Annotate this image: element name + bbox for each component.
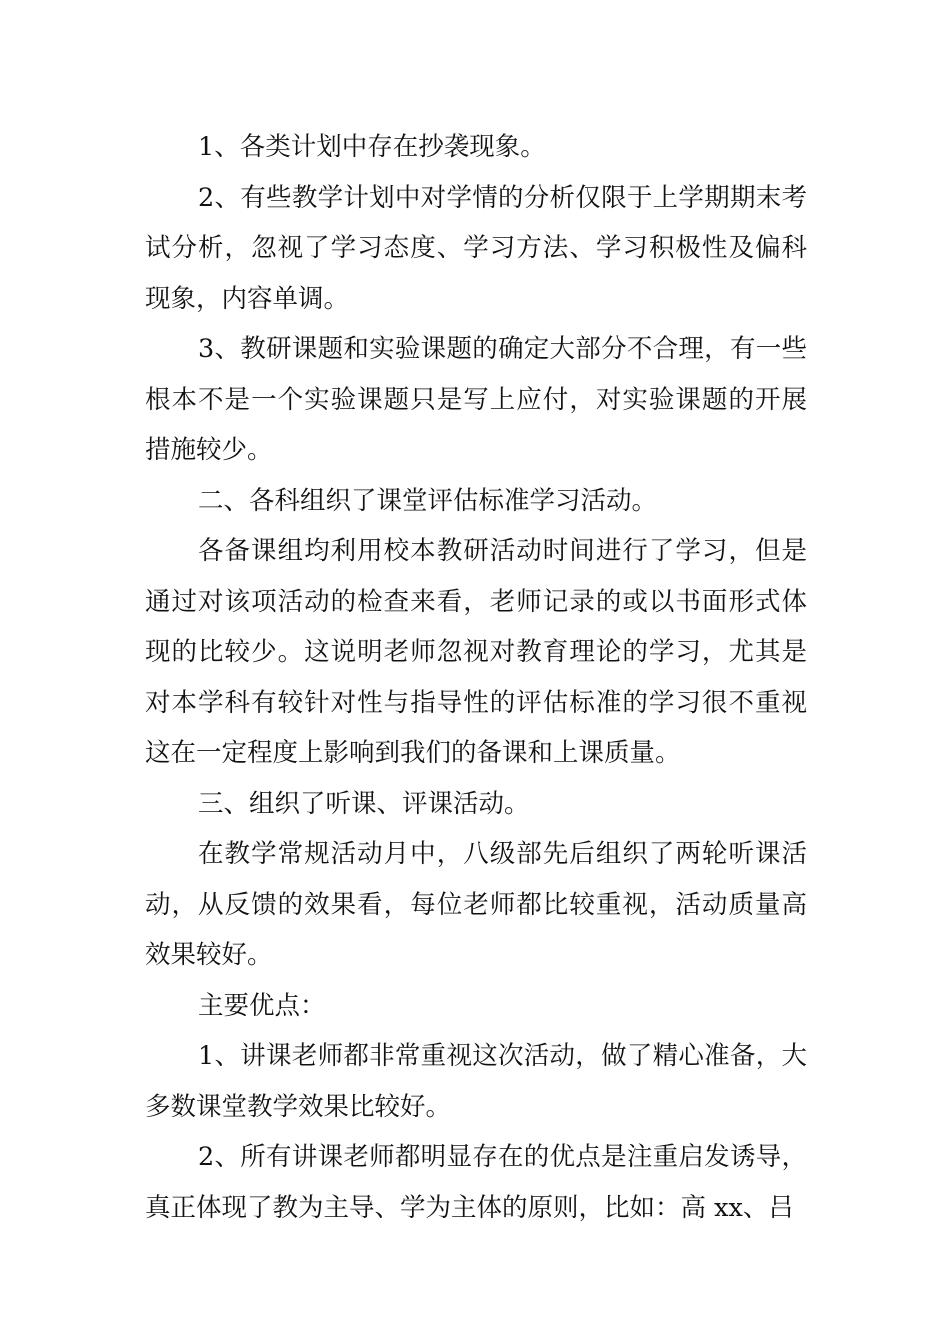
subheading-main-strengths: 主要优点： — [198, 990, 326, 1021]
paragraph-strength-preparation: 1、讲课老师都非常重视这次活动，做了精心准备，大多数课堂教学效果比较好。 — [145, 1041, 807, 1122]
paragraph-observation-activity: 在教学常规活动月中，八级部先后组织了两轮听课活动，从反馈的效果看，每位老师都比较重视，活动质量高效果较好。 — [145, 839, 807, 970]
paragraph-plagiarism-issue: 1、各类计划中存在抄袭现象。 — [198, 132, 546, 162]
section-heading-evaluation-standards: 二、各科组织了课堂评估标准学习活动。 — [198, 485, 658, 516]
paragraph-research-topic-issue: 3、教研课题和实验课题的确定大部分不合理，有一些根本不是一个实验课题只是写上应付，对实验课题的开展措施较少。 — [145, 334, 807, 465]
section-heading-lesson-observation: 三、组织了听课、评课活动。 — [198, 788, 530, 819]
paragraph-strength-guidance: 2、所有讲课老师都明显存在的优点是注重启发诱导，真正体现了教为主导、学为主体的原则，比如：高 xx、吕 — [145, 1142, 807, 1223]
paragraph-evaluation-study: 各备课组均利用校本教研活动时间进行了学习，但是通过对该项活动的检查来看，老师记录的或以书面形式体现的比较少。这说明老师忽视对教育理论的学习，尤其是对本学科有较针对性与指导性的评估标准的学习很不重视这在一定程度上影响到我们的备课和上课质量。 — [145, 536, 807, 768]
paragraph-learning-analysis-issue: 2、有些教学计划中对学情的分析仅限于上学期期末考试分析，忽视了学习态度、学习方法、学习积极性及偏科现象，内容单调。 — [145, 182, 807, 314]
document-page — [145, 122, 807, 1233]
